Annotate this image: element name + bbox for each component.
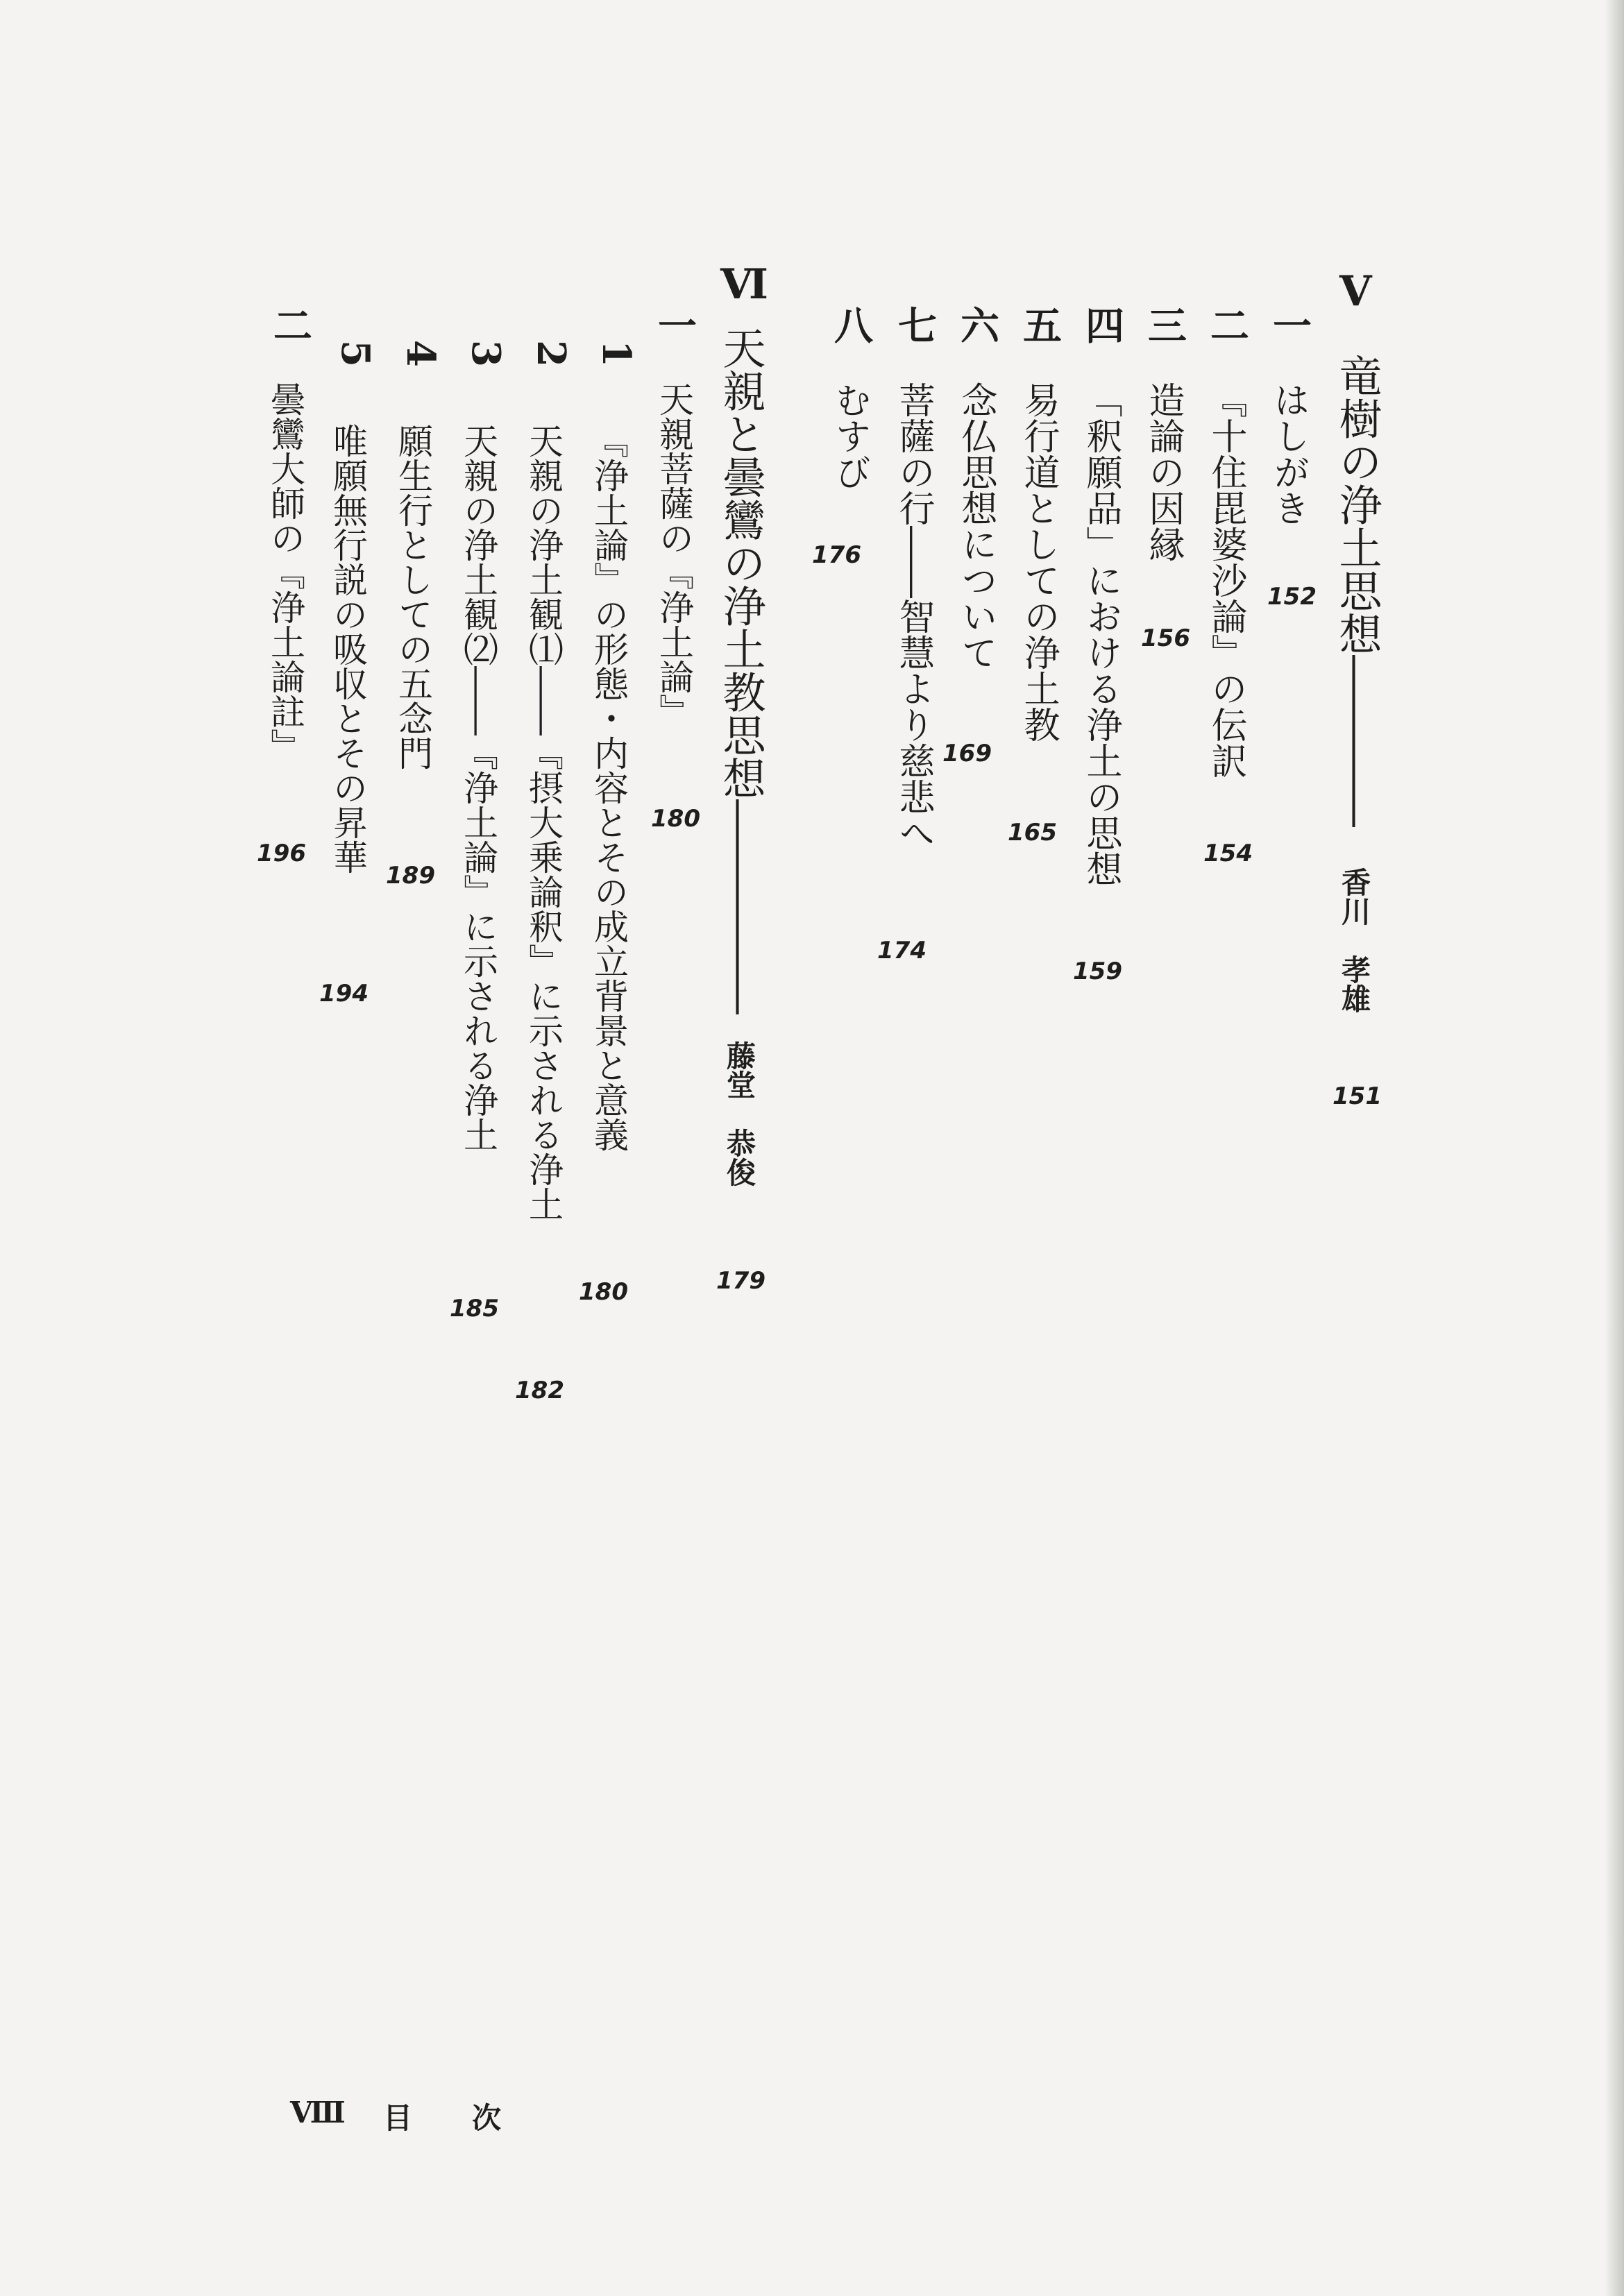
section-vi-numeral: Ⅵ xyxy=(720,260,768,309)
item-vi-4-title: 天親の浄土観⑵――『浄土論』に示される浄土 xyxy=(458,423,498,1152)
section-v-numeral: Ⅴ xyxy=(1339,267,1372,316)
section-vi-author: 藤堂 恭俊 xyxy=(722,1041,756,1187)
item-vi-7-number: 二 xyxy=(267,305,313,344)
item-v-3-number: 三 xyxy=(1142,305,1187,344)
item-vi-2-page: 180 xyxy=(579,1278,628,1306)
item-v-6-page: 169 xyxy=(942,740,992,767)
item-vi-6-page: 194 xyxy=(319,980,369,1007)
item-v-4-title: 「釈願品」における浄土の思想 xyxy=(1080,382,1122,887)
item-v-7-title: 菩薩の行――智慧より慈悲へ xyxy=(893,382,934,851)
section-vi-title: 天親と曇鸞の浄土教思想――――― xyxy=(716,326,766,1014)
item-v-5-page: 165 xyxy=(1008,819,1057,847)
item-vi-5-page: 189 xyxy=(386,862,435,890)
item-v-3-title: 造論の因縁 xyxy=(1142,382,1184,562)
item-v-1-title: はしがき xyxy=(1267,382,1309,526)
footer-label-ji: 次 xyxy=(472,2101,502,2135)
item-vi-7-title: 曇鸞大師の『浄土論註』 xyxy=(265,382,305,763)
item-v-5-title: 易行道としての浄土教 xyxy=(1017,382,1059,742)
item-vi-4-number: 3 xyxy=(463,340,509,367)
item-vi-4-page: 185 xyxy=(450,1295,499,1323)
footer-label-moku: 目 xyxy=(383,2101,413,2135)
item-v-4-page: 159 xyxy=(1073,958,1122,985)
item-vi-2-title: 『浄土論』の形態・内容とその成立背景と意義 xyxy=(589,423,629,1152)
footer-page-numeral: Ⅷ xyxy=(290,2095,346,2129)
item-vi-1-title: 天親菩薩の『浄土論』 xyxy=(654,382,694,729)
section-vi-page: 179 xyxy=(716,1267,766,1295)
item-vi-2-number: 1 xyxy=(593,340,639,367)
item-v-2-number: 二 xyxy=(1204,305,1250,344)
section-v-title: 竜樹の浄土思想―――― xyxy=(1332,354,1382,827)
item-v-2-title: 『十住毘婆沙論』の伝訳 xyxy=(1205,382,1246,779)
item-vi-5-number: 4 xyxy=(398,340,443,367)
item-v-8-title: むすび xyxy=(829,382,870,490)
item-v-4-number: 四 xyxy=(1079,305,1125,344)
section-v-author: 香川 孝雄 xyxy=(1337,867,1371,1013)
item-v-1-number: 一 xyxy=(1267,305,1312,344)
item-vi-6-title: 唯願無行説の吸収とその昇華 xyxy=(328,423,368,874)
item-v-1-page: 152 xyxy=(1267,583,1317,611)
item-v-8-page: 176 xyxy=(812,541,861,569)
item-v-5-number: 五 xyxy=(1017,305,1063,344)
item-vi-7-page: 196 xyxy=(257,840,306,867)
item-vi-3-page: 182 xyxy=(515,1377,564,1404)
item-vi-3-title: 天親の浄土観⑴――『摂大乗論釈』に示される浄土 xyxy=(523,423,564,1221)
item-vi-1-page: 180 xyxy=(651,805,700,833)
item-vi-5-title: 願生行としての五念門 xyxy=(393,423,433,770)
page-edge-shadow xyxy=(1605,0,1624,2296)
item-vi-6-number: 5 xyxy=(332,340,378,367)
item-v-8-number: 八 xyxy=(828,305,874,344)
item-v-6-number: 六 xyxy=(954,305,1000,344)
item-vi-1-number: 一 xyxy=(652,305,697,344)
item-v-7-number: 七 xyxy=(892,305,938,344)
item-v-6-title: 念仏思想について xyxy=(955,382,997,670)
item-v-7-page: 174 xyxy=(877,937,927,964)
item-v-2-page: 154 xyxy=(1203,840,1253,867)
item-vi-3-number: 2 xyxy=(528,340,574,367)
section-v-page: 151 xyxy=(1333,1082,1382,1110)
item-v-3-page: 156 xyxy=(1141,624,1190,652)
